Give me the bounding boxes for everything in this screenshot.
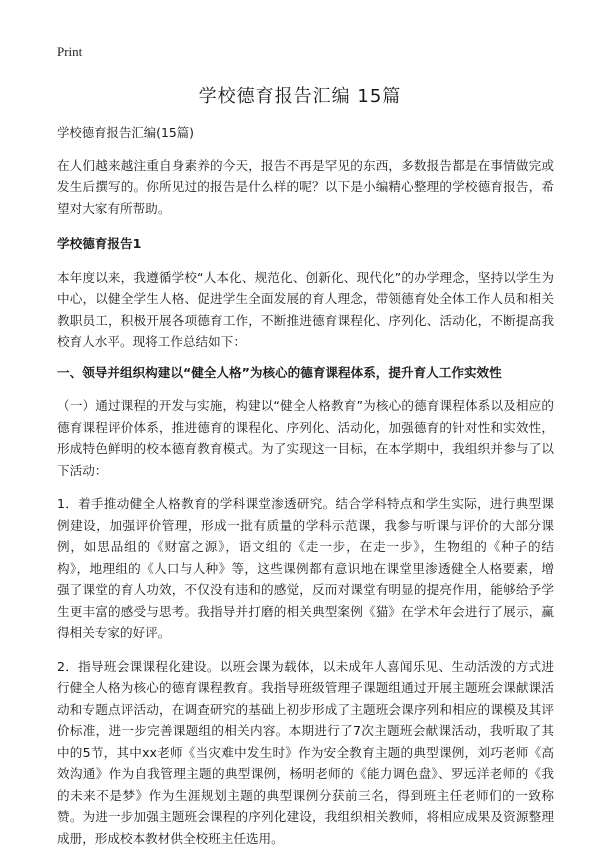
intro-paragraph: 在人们越来越注重自身素养的今天，报告不再是罕见的东西，多数报告都是在事情做完或发生后撰写的。你所见过的报告是什么样的呢？以下是小编精心整理的学校德育报告，希望对大家有所帮助。 — [57, 157, 554, 216]
document-body — [57, 122, 554, 861]
document-title: 学校德育报告汇编 15篇 — [198, 86, 402, 107]
heading-one: 一、领导并组织构建以“健全人格”为核心的德育课程体系，提升育人工作实效性 — [57, 364, 502, 380]
item-two-paragraph: 2．指导班会课课程化建设。以班会课为载体，以未成年人喜闻乐见、生动活泼的方式进行健全人格为核心的德育课程教育。我指导班级管理子课题组通过开展主题班会课献课活动和专题点评活动，在调查研究的基础上初步形成了主题班会课序列和相应的课模及其评价标准，进一步完善课题组的相关内容。本期进行了7次主题班会献课活动，我听取了其中的5节，其中xx老师《当灾难中发生时》作为安全教育主题的典型课例，刘巧老师《高效沟通》作为自我管理主题的典型课例，杨明老师的《能力调色盘》、罗远洋老师的《我的未来不是梦》作为生涯规划主题的典型课例分获前三名，得到班主任老师们的一致称赞。为进一步加强主题班会课程的序列化建设，我组织相关教师，将相应成果及资源整理成册，形成校本教材供全校班主任选用。 — [57, 658, 554, 846]
print-link[interactable]: Print — [57, 44, 83, 59]
document-subtitle: 学校德育报告汇编(15篇) — [57, 125, 194, 140]
sub-paragraph-one: （一）通过课程的开发与实施，构建以“健全人格教育”为核心的德育课程体系以及相应的德育课程评价体系，推进德育的课程化、序列化、活动化，加强德育的针对性和实效性，形成特色鲜明的校本德育教育模式。为了实现这一目标，在本学期中，我组织并参与了以下活动： — [57, 398, 554, 478]
item-one-paragraph: 1．着手推动健全人格教育的学科课堂渗透研究。结合学科特点和学生实际，进行典型课例建设，加强评价管理，形成一批有质量的学科示范课，我参与听课与评价的大部分课例，如思品组的《财富之源》，语文组的《走一步，在走一步》，生物组的《种子的结构》，地理组的《人口与人种》等，这些课例都有意识地在课堂里渗透健全人格要素，增强了课堂的育人功效，不仅没有违和的感觉，反而对课堂有明显的提亮作用，能够给予学生更丰富的感受与思考。我指导并打磨的相关典型案例《猫》在学术年会进行了展示，赢得相关专家的好评。 — [57, 496, 554, 640]
section-intro-paragraph: 本年度以来，我遵循学校“人本化、规范化、创新化、现代化”的办学理念，坚持以学生为中心，以健全学生人格、促进学生全面发展的育人理念，带领德育处全体工作人员和相关教职员工，积极开展各项德育工作，不断推进德育课程化、序列化、活动化，不断提高我校育人水平。现将工作总结如下： — [57, 269, 554, 349]
section-title: 学校德育报告1 — [57, 236, 142, 251]
